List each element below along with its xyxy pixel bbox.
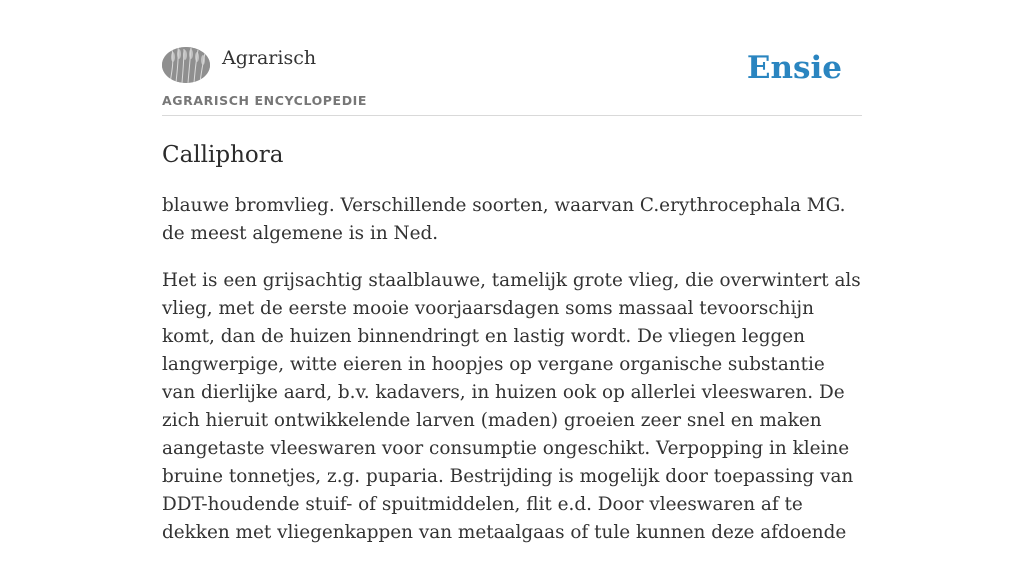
source-name[interactable]: Agrarisch	[222, 47, 317, 69]
source-subtitle: AGRARISCH ENCYCLOPEDIE	[162, 93, 368, 108]
paragraph: Het is een grijsachtig staalblauwe, tamelijk grote vlieg, die overwintert als vlieg, met de eerste mooie voorjaarsdagen soms massaal tevoorschijn komt, dan de huizen binnendringt en lastig wordt. De vliegen leggen langwerpige, witte eieren in hoopjes op vergane organische substantie van dierlijke aard, b.v. kadavers, in huizen ook op allerlei vleeswaren. De zich hieruit ontwikkelende larven (maden) groeien zeer snel en maken aangetaste vleeswaren voor consumptie ongeschikt. Verpopping in kleine bruine tonnetjes, z.g. puparia. Bestrijding is mogelijk door toepassing van DDT-houdende stuif- of spuitmiddelen, flit e.d. Door vleeswaren af te dekken met vliegenkappen van metaalgaas of tule kunnen deze afdoende	[162, 270, 861, 543]
paragraph: blauwe bromvlieg. Verschillende soorten, waarvan C.erythrocephala MG. de meest algemene is in Ned.	[162, 195, 846, 244]
page	[162, 0, 862, 543]
header	[162, 0, 862, 116]
brand-logo[interactable]: Ensie	[746, 50, 842, 86]
article-body	[162, 192, 862, 566]
wheat-icon[interactable]	[162, 47, 210, 83]
page-title: Calliphora	[162, 142, 284, 168]
